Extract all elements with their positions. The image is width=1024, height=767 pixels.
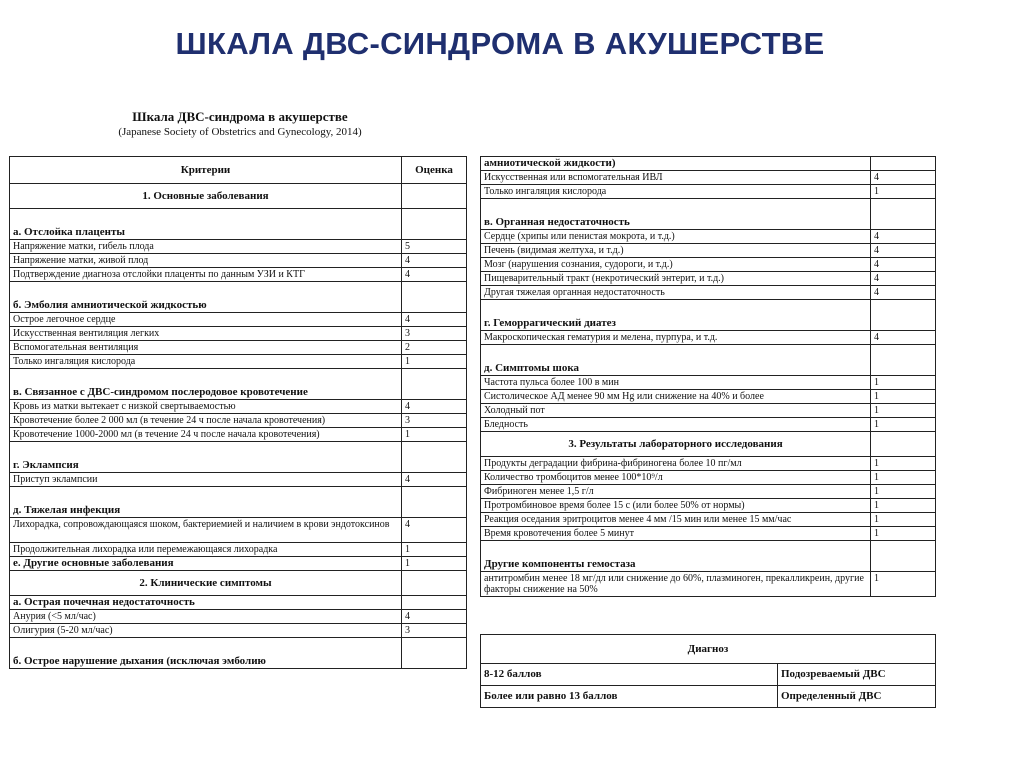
criterion-row (10, 254, 467, 268)
criterion-score (402, 442, 467, 473)
criterion-label: Кровь из матки вытекает с низкой свертываемостью (10, 400, 402, 414)
criterion-row (10, 327, 467, 341)
criterion-score (402, 369, 467, 400)
criterion-score: 4 (402, 400, 467, 414)
criterion-row (481, 157, 936, 171)
criterion-row (10, 400, 467, 414)
criterion-score: 1 (871, 390, 936, 404)
document-title: Шкала ДВС-синдрома в акушерстве (132, 109, 348, 124)
criterion-label: Кровотечение 1000-2000 мл (в течение 24 ч после начала кровотечения) (10, 428, 402, 442)
criterion-label: Анурия (<5 мл/час) (10, 610, 402, 624)
criterion-row (10, 414, 467, 428)
criterion-score: 1 (402, 557, 467, 571)
group-row (10, 209, 467, 240)
criterion-score: 4 (402, 518, 467, 543)
criterion-row (481, 286, 936, 300)
diagnosis-table (480, 634, 936, 708)
criterion-row (481, 513, 936, 527)
criterion-label: 2. Клинические симптомы (10, 571, 402, 596)
criterion-row (481, 272, 936, 286)
criterion-label: д. Тяжелая инфекция (10, 487, 402, 518)
criterion-label: Систолическое АД менее 90 мм Hg или снижение на 40% и более (481, 390, 871, 404)
group-row (481, 199, 936, 230)
criterion-score (871, 300, 936, 331)
criterion-row (481, 390, 936, 404)
criterion-score (402, 571, 467, 596)
criterion-score: 5 (402, 240, 467, 254)
criterion-row (10, 341, 467, 355)
criteria-table-right (480, 156, 936, 597)
criterion-label: Кровотечение более 2 000 мл (в течение 24 ч после начала кровотечения) (10, 414, 402, 428)
criterion-label: в. Органная недостаточность (481, 199, 871, 230)
criterion-row (10, 473, 467, 487)
criterion-row (10, 557, 467, 571)
section-row (10, 571, 467, 596)
criterion-label: д. Симптомы шока (481, 345, 871, 376)
diagnosis-row (481, 664, 936, 686)
criterion-row (481, 376, 936, 390)
criterion-label: Бледность (481, 418, 871, 432)
group-row (481, 300, 936, 331)
criterion-score: 1 (871, 572, 936, 597)
group-row (10, 369, 467, 400)
criterion-label: е. Другие основные заболевания (10, 557, 402, 571)
criteria-header: Критерии (10, 157, 402, 184)
diagnosis-range: 8-12 баллов (481, 664, 778, 686)
criterion-score: 4 (402, 268, 467, 282)
criterion-label: Только ингаляция кислорода (481, 185, 871, 199)
criterion-score (402, 487, 467, 518)
criterion-score: 3 (402, 327, 467, 341)
criterion-score: 4 (871, 286, 936, 300)
criterion-row (10, 268, 467, 282)
criterion-label: в. Связанное с ДВС-синдромом послеродовое кровотечение (10, 369, 402, 400)
criterion-score: 1 (871, 499, 936, 513)
criterion-score: 4 (871, 244, 936, 258)
criterion-score: 1 (871, 418, 936, 432)
table-header-row (10, 157, 467, 184)
criterion-label: Подтверждение диагноза отслойки плаценты по данным УЗИ и КТГ (10, 268, 402, 282)
criterion-label: Количество тромбоцитов менее 100*10⁹/л (481, 471, 871, 485)
criterion-label: Искусственная или вспомогательная ИВЛ (481, 171, 871, 185)
criterion-row (10, 518, 467, 543)
group-row (10, 442, 467, 473)
criterion-score: 1 (402, 428, 467, 442)
criterion-score: 1 (871, 485, 936, 499)
criterion-score (871, 345, 936, 376)
criterion-label: Напряжение матки, гибель плода (10, 240, 402, 254)
criterion-row (10, 543, 467, 557)
criterion-label: амниотической жидкости) (481, 157, 871, 171)
criteria-table-left (9, 156, 467, 669)
criterion-row (10, 610, 467, 624)
criterion-score: 1 (871, 527, 936, 541)
criterion-label: а. Отслойка плаценты (10, 209, 402, 240)
criterion-label: б. Эмболия амниотической жидкостью (10, 282, 402, 313)
criterion-row (10, 596, 467, 610)
criterion-score: 1 (402, 543, 467, 557)
criterion-score: 4 (871, 171, 936, 185)
criterion-row (481, 485, 936, 499)
criterion-label: Реакция оседания эритроцитов менее 4 мм /15 мин или менее 15 мм/час (481, 513, 871, 527)
criterion-score: 1 (871, 513, 936, 527)
diagnosis-row (481, 686, 936, 708)
criterion-label: Частота пульса более 100 в мин (481, 376, 871, 390)
criterion-label: Продукты деградации фибрина-фибриногена более 10 пг/мл (481, 457, 871, 471)
criterion-label: Продолжительная лихорадка или перемежающаяся лихорадка (10, 543, 402, 557)
criterion-row (481, 331, 936, 345)
criterion-label: Острое легочное сердце (10, 313, 402, 327)
criterion-label: Лихорадка, сопровождающаяся шоком, бактериемией и наличием в крови эндотоксинов (10, 518, 402, 543)
criterion-score: 4 (402, 313, 467, 327)
criterion-label: Печень (видимая желтуха, и т.д.) (481, 244, 871, 258)
criterion-row (10, 240, 467, 254)
diagnosis-header-row (481, 635, 936, 664)
section-row (10, 184, 467, 209)
criterion-label: Сердце (хрипы или пенистая мокрота, и т.д.) (481, 230, 871, 244)
criterion-label: Олигурия (5-20 мл/час) (10, 624, 402, 638)
criterion-score (871, 432, 936, 457)
criterion-label: 1. Основные заболевания (10, 184, 402, 209)
criterion-label: Макроскопическая гематурия и мелена, пурпура, и т.д. (481, 331, 871, 345)
criterion-label: Фибриноген менее 1,5 г/л (481, 485, 871, 499)
criterion-row (10, 428, 467, 442)
slide-title: ШКАЛА ДВС-СИНДРОМА В АКУШЕРСТВЕ (175, 26, 825, 61)
diagnosis-result: Подозреваемый ДВС (778, 664, 936, 686)
criterion-row (481, 418, 936, 432)
section-row (481, 432, 936, 457)
criterion-row (481, 572, 936, 597)
score-header: Оценка (402, 157, 467, 184)
criterion-row (481, 230, 936, 244)
criterion-score (402, 282, 467, 313)
criterion-label: г. Геморрагический диатез (481, 300, 871, 331)
criterion-label: Время кровотечения более 5 минут (481, 527, 871, 541)
criterion-score: 3 (402, 624, 467, 638)
group-row (10, 487, 467, 518)
criterion-score: 4 (871, 230, 936, 244)
criterion-score (871, 157, 936, 171)
criterion-score: 4 (402, 254, 467, 268)
criterion-row (481, 258, 936, 272)
criterion-score: 4 (402, 610, 467, 624)
criterion-label: Искусственная вентиляция легких (10, 327, 402, 341)
criterion-score (402, 638, 467, 669)
criterion-score: 1 (871, 404, 936, 418)
criterion-score: 1 (871, 471, 936, 485)
criterion-score: 1 (871, 185, 936, 199)
criterion-row (481, 471, 936, 485)
group-row (481, 541, 936, 572)
criterion-score: 2 (402, 341, 467, 355)
criterion-label: Пищеварительный тракт (некротический энтерит, и т.д.) (481, 272, 871, 286)
diagnosis-range: Более или равно 13 баллов (481, 686, 778, 708)
criterion-label: Другая тяжелая органная недостаточность (481, 286, 871, 300)
criterion-row (481, 457, 936, 471)
criterion-label: а. Острая почечная недостаточность (10, 596, 402, 610)
criterion-label: Протромбиновое время более 15 с (или более 50% от нормы) (481, 499, 871, 513)
criterion-label: антитромбин менее 18 мг/дл или снижение до 60%, плазминоген, прекалликреин, другие факторы снижение на 50% (481, 572, 871, 597)
criterion-score: 4 (871, 258, 936, 272)
criterion-score (402, 209, 467, 240)
criterion-label: 3. Результаты лабораторного исследования (481, 432, 871, 457)
criterion-score: 1 (871, 376, 936, 390)
criterion-label: б. Острое нарушение дыхания (исключая эмболию (10, 638, 402, 669)
diagnosis-title: Диагноз (481, 635, 936, 664)
criterion-row (10, 355, 467, 369)
criterion-label: Приступ эклампсии (10, 473, 402, 487)
group-row (481, 345, 936, 376)
criterion-row (481, 499, 936, 513)
criterion-score (871, 541, 936, 572)
criterion-label: Только ингаляция кислорода (10, 355, 402, 369)
criterion-score: 4 (402, 473, 467, 487)
criterion-label: Вспомогательная вентиляция (10, 341, 402, 355)
diagnosis-result: Определенный ДВС (778, 686, 936, 708)
criterion-row (481, 185, 936, 199)
criterion-row (481, 527, 936, 541)
criterion-score: 3 (402, 414, 467, 428)
document-subtitle: (Japanese Society of Obstetrics and Gynecology, 2014) (118, 126, 362, 138)
criterion-label: Другие компоненты гемостаза (481, 541, 871, 572)
criterion-score (402, 596, 467, 610)
criterion-row (481, 171, 936, 185)
criterion-score: 4 (871, 272, 936, 286)
criterion-label: Холодный пот (481, 404, 871, 418)
criterion-score (402, 184, 467, 209)
criterion-label: Мозг (нарушения сознания, судороги, и т.д.) (481, 258, 871, 272)
group-row (10, 638, 467, 669)
criterion-score: 1 (871, 457, 936, 471)
criterion-label: Напряжение матки, живой плод (10, 254, 402, 268)
criterion-score: 1 (402, 355, 467, 369)
criterion-row (481, 244, 936, 258)
criterion-label: г. Эклампсия (10, 442, 402, 473)
criterion-score: 4 (871, 331, 936, 345)
criterion-score (871, 199, 936, 230)
criterion-row (10, 624, 467, 638)
criterion-row (10, 313, 467, 327)
group-row (10, 282, 467, 313)
criterion-row (481, 404, 936, 418)
